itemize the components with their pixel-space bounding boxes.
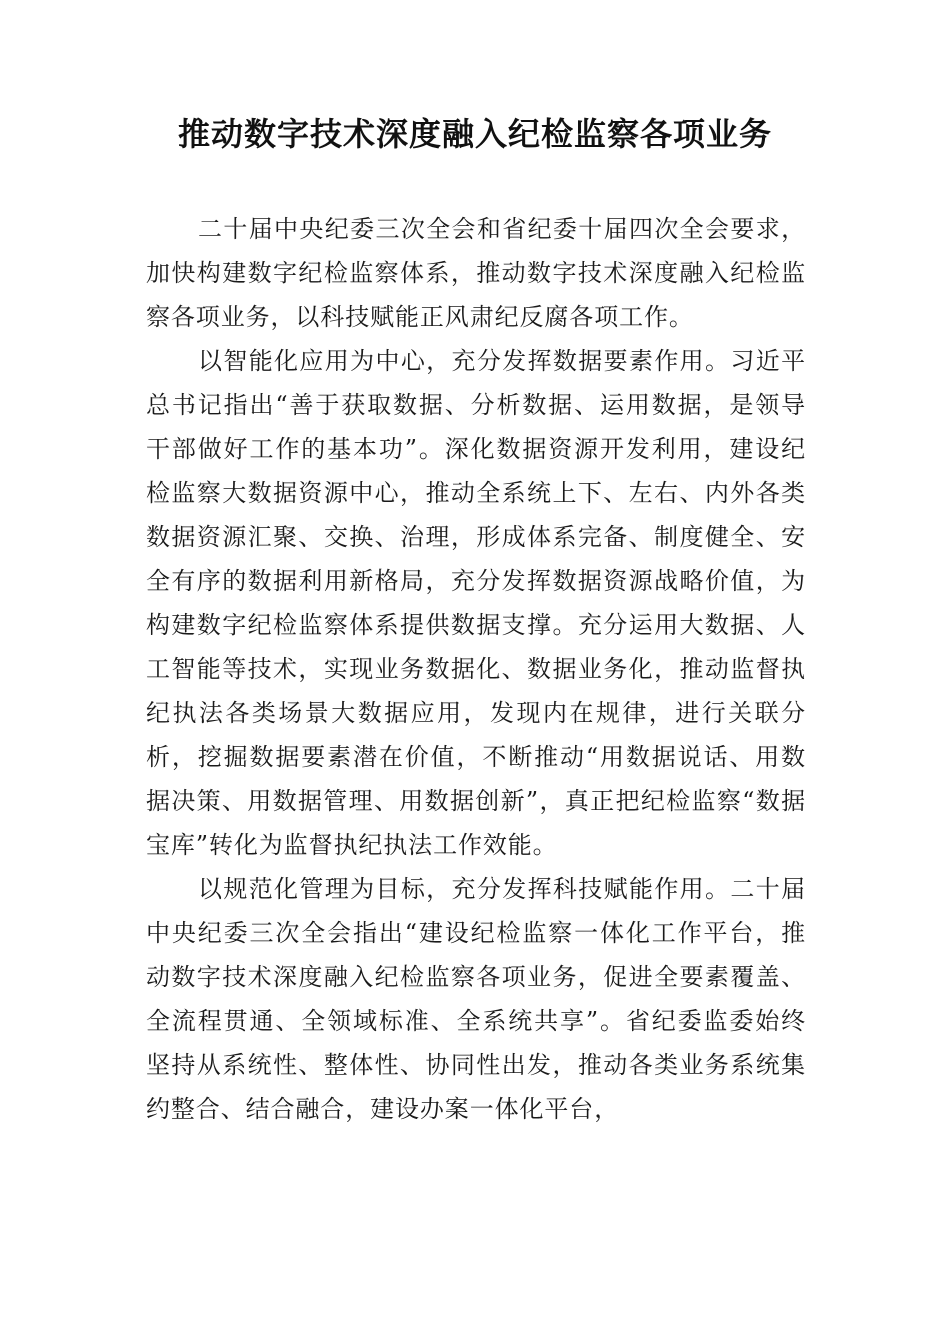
document-title: 推动数字技术深度融入纪检监察各项业务 (177, 115, 772, 153)
paragraph-data-elements: 以智能化应用为中心，充分发挥数据要素作用。习近平总书记指出“善于获取数据、分析数据、运用数据，是领导干部做好工作的基本功”。深化数据资源开发利用，建设纪检监察大数据资源中心，推动全系统上下、左右、内外各类数据资源汇聚、交换、治理，形成体系完备、制度健全、安全有序的数据利用新格局，充分发挥数据资源战略价值，为构建数字纪检监察体系提供数据支撑。充分运用大数据、人工智能等技术，实现业务数据化、数据业务化，推动监督执纪执法各类场景大数据应用，发现内在规律，进行关联分析，挖掘数据要素潜在价值，不断推动“用数据说话、用数据决策、用数据管理、用数据创新”，真正把纪检监察“数据宝库”转化为监督执纪执法工作效能。 (146, 347, 806, 859)
paragraph-tech-empowerment: 以规范化管理为目标，充分发挥科技赋能作用。二十届中央纪委三次全会指出“建设纪检监察一体化工作平台，推动数字技术深度融入纪检监察各项业务，促进全要素覆盖、全流程贯通、全领域标准、全系统共享”。省纪委监委始终坚持从系统性、整体性、协同性出发，推动各类业务系统集约整合、结合融合，建设办案一体化平台， (146, 875, 806, 1123)
document-body (146, 207, 806, 1131)
paragraph-intro: 二十届中央纪委三次全会和省纪委十届四次全会要求，加快构建数字纪检监察体系，推动数字技术深度融入纪检监察各项业务，以科技赋能正风肃纪反腐各项工作。 (146, 215, 806, 331)
